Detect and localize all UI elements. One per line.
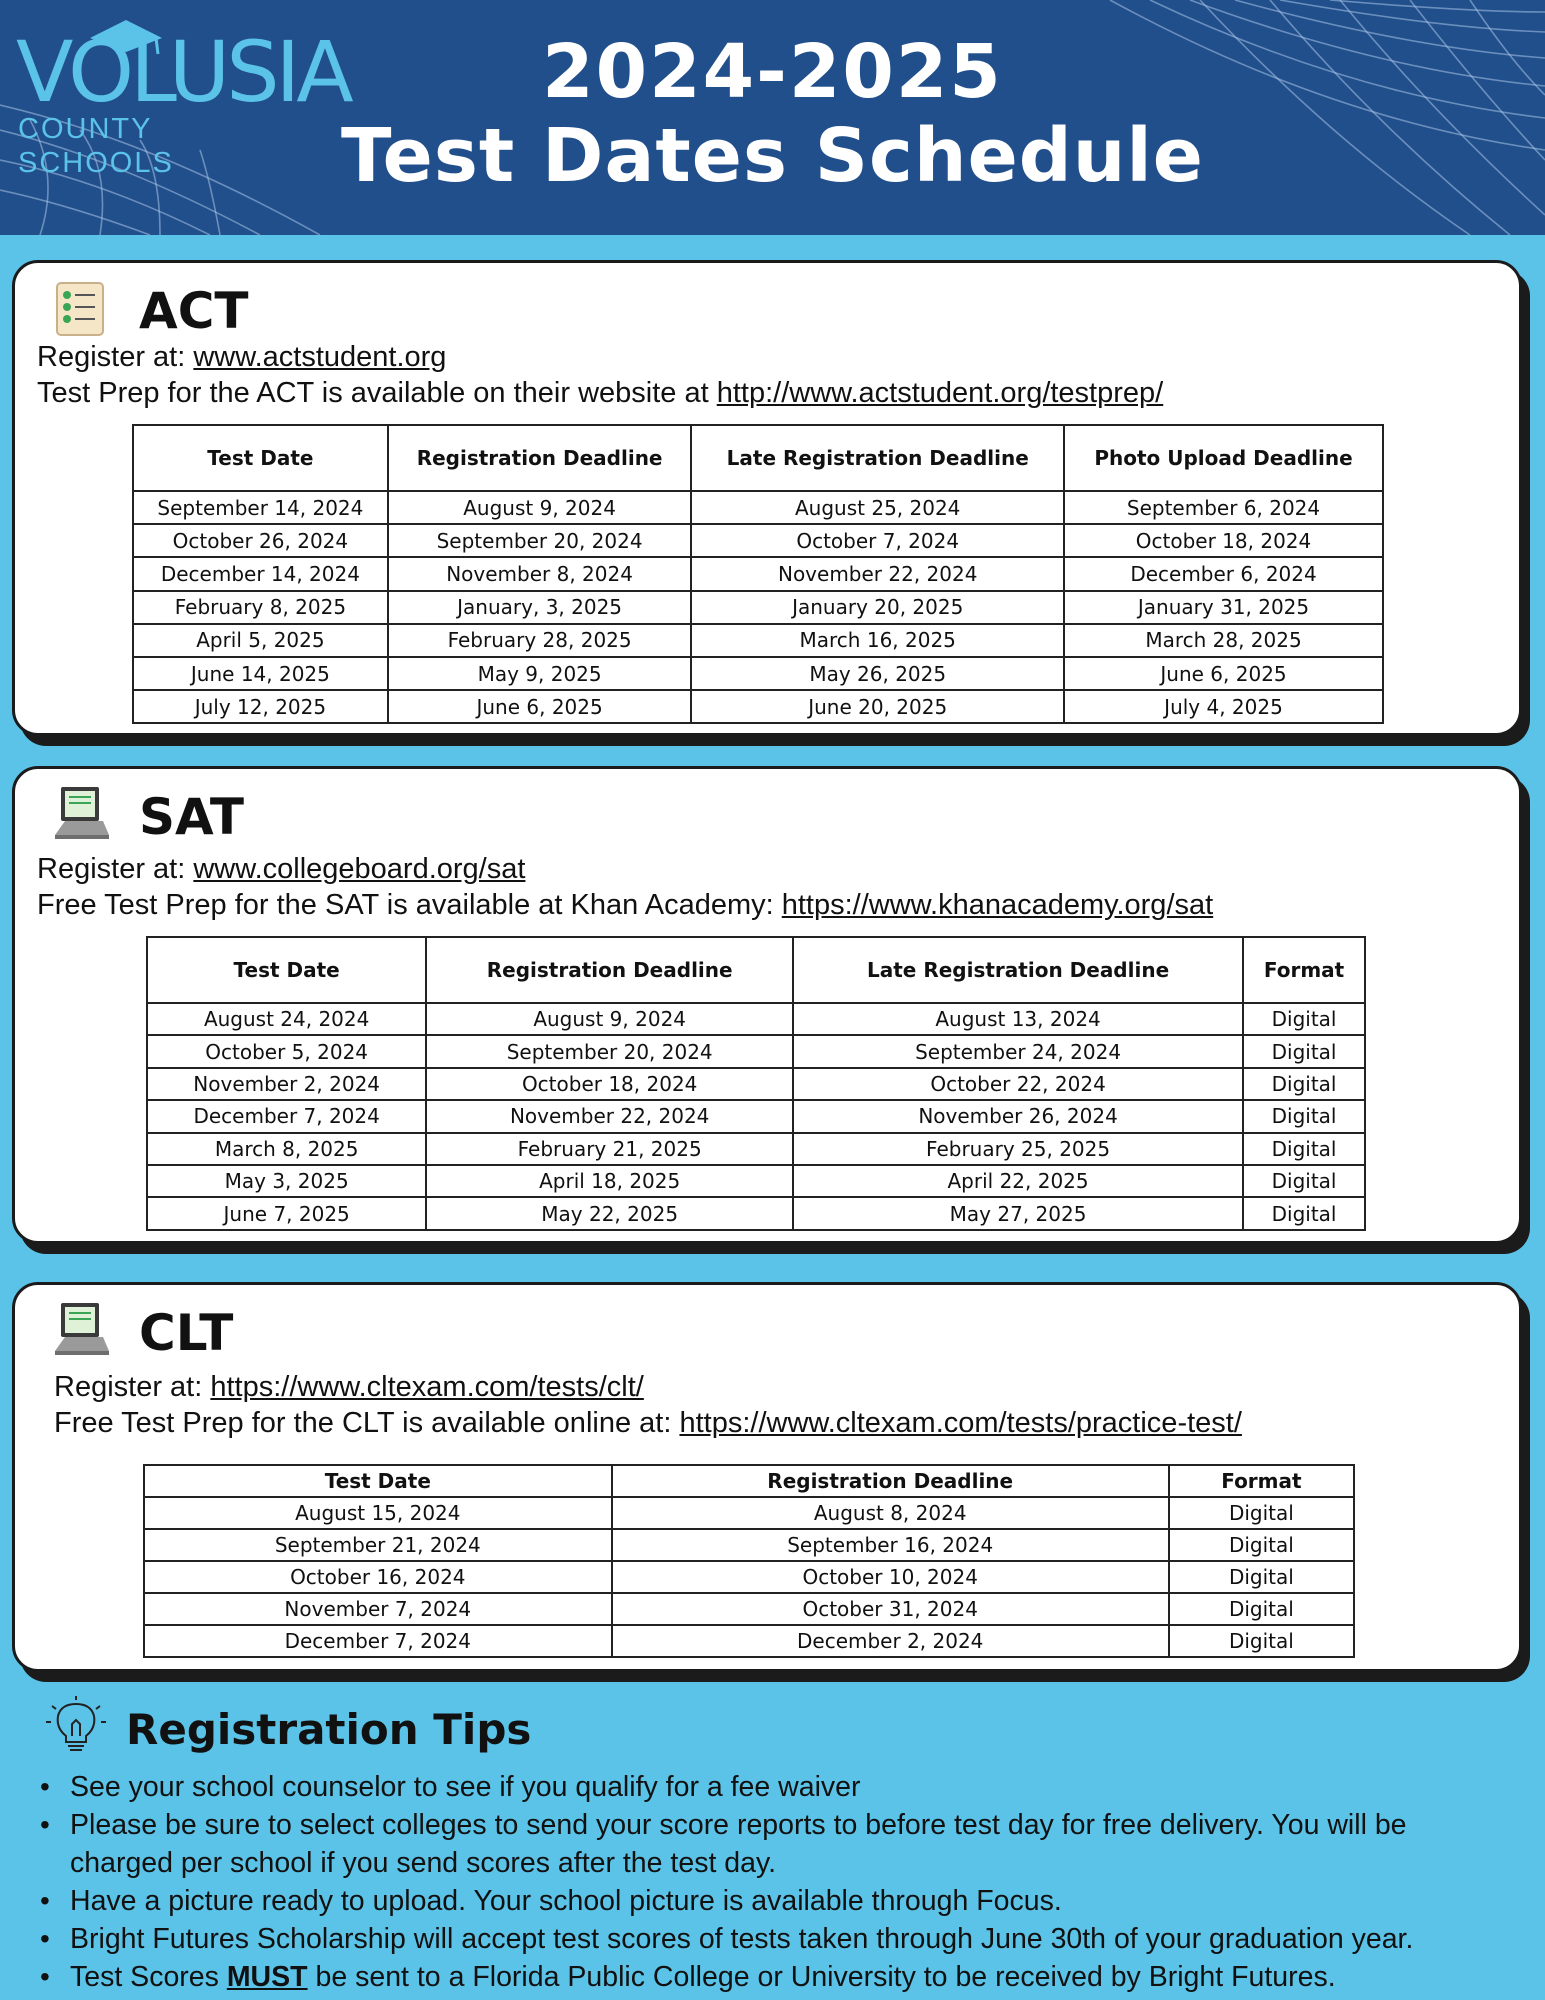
- page-header: [0, 0, 1545, 235]
- table-cell: June 20, 2025: [691, 690, 1064, 723]
- table-cell: September 24, 2024: [793, 1035, 1243, 1067]
- table-cell: October 31, 2024: [612, 1593, 1169, 1625]
- clt-register-label: Register at:: [54, 1371, 211, 1403]
- table-row: [133, 524, 1383, 557]
- table-cell: December 7, 2024: [144, 1625, 612, 1657]
- table-cell: November 22, 2024: [426, 1100, 793, 1132]
- table-cell: October 18, 2024: [1064, 524, 1383, 557]
- clt-prep-link[interactable]: https://www.cltexam.com/tests/practice-test/: [679, 1407, 1242, 1439]
- table-row: [133, 557, 1383, 590]
- column-header: Registration Deadline: [426, 937, 793, 1003]
- table-cell: October 7, 2024: [691, 524, 1064, 557]
- column-header: Late Registration Deadline: [691, 425, 1064, 491]
- logo-wordmark: VOLUSIA: [16, 23, 350, 121]
- table-cell: January 31, 2025: [1064, 591, 1383, 624]
- sat-prep-line: [37, 887, 1213, 923]
- table-cell: January, 3, 2025: [388, 591, 692, 624]
- table-cell: February 25, 2025: [793, 1133, 1243, 1165]
- table-cell: Digital: [1243, 1068, 1365, 1100]
- table-row: [144, 1529, 1354, 1561]
- sat-schedule-table: [146, 936, 1366, 1231]
- sat-title: SAT: [139, 788, 244, 846]
- sat-register-label: Register at:: [37, 853, 194, 885]
- table-cell: November 2, 2024: [147, 1068, 426, 1100]
- table-cell: November 22, 2024: [691, 557, 1064, 590]
- table-cell: August 15, 2024: [144, 1497, 612, 1529]
- table-cell: July 4, 2025: [1064, 690, 1383, 723]
- table-cell: April 18, 2025: [426, 1165, 793, 1197]
- table-cell: Digital: [1243, 1197, 1365, 1229]
- logo-subtitle: COUNTY SCHOOLS: [18, 113, 174, 179]
- sat-prep-link[interactable]: https://www.khanacademy.org/sat: [781, 889, 1214, 921]
- table-row: [144, 1593, 1354, 1625]
- laptop-icon: [51, 1299, 111, 1359]
- table-cell: July 12, 2025: [133, 690, 388, 723]
- table-cell: May 22, 2025: [426, 1197, 793, 1229]
- page-title: Test Dates Schedule: [341, 113, 1204, 199]
- table-cell: February 28, 2025: [388, 624, 692, 657]
- clt-title: CLT: [139, 1304, 234, 1362]
- column-header: Photo Upload Deadline: [1064, 425, 1383, 491]
- act-prep-link[interactable]: http://www.actstudent.org/testprep/: [716, 377, 1164, 409]
- table-row: [144, 1497, 1354, 1529]
- column-header: Test Date: [144, 1465, 612, 1497]
- table-cell: Digital: [1243, 1165, 1365, 1197]
- table-cell: April 22, 2025: [793, 1165, 1243, 1197]
- act-schedule-table: [132, 424, 1384, 724]
- act-prep-label: Test Prep for the ACT is available on their website at: [37, 377, 717, 409]
- table-cell: May 9, 2025: [388, 657, 692, 690]
- table-row: [133, 657, 1383, 690]
- table-row: [147, 1165, 1365, 1197]
- table-header-row: [144, 1465, 1354, 1497]
- table-cell: October 26, 2024: [133, 524, 388, 557]
- table-header-row: [133, 425, 1383, 491]
- table-cell: March 8, 2025: [147, 1133, 426, 1165]
- table-row: [147, 1133, 1365, 1165]
- table-cell: Digital: [1169, 1497, 1354, 1529]
- table-cell: June 6, 2025: [388, 690, 692, 723]
- table-row: [133, 491, 1383, 524]
- column-header: Test Date: [147, 937, 426, 1003]
- tip-emphasis: MUST: [226, 1961, 308, 1993]
- table-cell: August 8, 2024: [612, 1497, 1169, 1529]
- clt-prep-line: [54, 1405, 1242, 1441]
- table-row: [147, 1003, 1365, 1035]
- table-cell: January 20, 2025: [691, 591, 1064, 624]
- table-cell: Digital: [1243, 1035, 1365, 1067]
- tip-item: • See your school counselor to see if you qualify for a fee waiver: [34, 1768, 1504, 1806]
- sat-prep-label: Free Test Prep for the SAT is available at Khan Academy:: [37, 889, 782, 921]
- table-cell: May 3, 2025: [147, 1165, 426, 1197]
- column-header: Late Registration Deadline: [793, 937, 1243, 1003]
- column-header: Format: [1243, 937, 1365, 1003]
- table-cell: Digital: [1243, 1100, 1365, 1132]
- table-cell: August 24, 2024: [147, 1003, 426, 1035]
- table-row: [133, 690, 1383, 723]
- tip-text: be sent to a Florida Public College or University to be received by Bright Futures.: [307, 1961, 1336, 1993]
- tip-item: • Have a picture ready to upload. Your school picture is available through Focus.: [34, 1882, 1504, 1920]
- tip-item-bright-futures: [34, 1958, 1504, 1996]
- tips-title: Registration Tips: [126, 1705, 532, 1754]
- table-cell: November 26, 2024: [793, 1100, 1243, 1132]
- table-cell: October 22, 2024: [793, 1068, 1243, 1100]
- table-cell: June 6, 2025: [1064, 657, 1383, 690]
- table-cell: September 6, 2024: [1064, 491, 1383, 524]
- table-cell: August 13, 2024: [793, 1003, 1243, 1035]
- clt-prep-label: Free Test Prep for the CLT is available online at:: [54, 1407, 680, 1439]
- clt-card: [12, 1282, 1522, 1672]
- column-header: Registration Deadline: [388, 425, 692, 491]
- table-cell: September 20, 2024: [426, 1035, 793, 1067]
- table-cell: Digital: [1169, 1561, 1354, 1593]
- lightbulb-icon: [46, 1696, 106, 1760]
- table-cell: May 27, 2025: [793, 1197, 1243, 1229]
- table-cell: Digital: [1243, 1133, 1365, 1165]
- table-row: [144, 1625, 1354, 1657]
- table-row: [147, 1197, 1365, 1229]
- table-row: [147, 1035, 1365, 1067]
- table-cell: September 16, 2024: [612, 1529, 1169, 1561]
- tip-text: Test Scores: [70, 1961, 227, 1993]
- table-cell: August 9, 2024: [426, 1003, 793, 1035]
- table-cell: Digital: [1169, 1625, 1354, 1657]
- laptop-icon: [51, 783, 111, 843]
- table-cell: October 10, 2024: [612, 1561, 1169, 1593]
- clt-register-line: [54, 1369, 644, 1405]
- table-cell: September 14, 2024: [133, 491, 388, 524]
- table-cell: October 18, 2024: [426, 1068, 793, 1100]
- table-cell: Digital: [1169, 1529, 1354, 1561]
- column-header: Registration Deadline: [612, 1465, 1169, 1497]
- table-cell: June 7, 2025: [147, 1197, 426, 1229]
- sat-register-line: [37, 851, 525, 887]
- table-row: [147, 1068, 1365, 1100]
- column-header: Test Date: [133, 425, 388, 491]
- act-prep-line: [37, 375, 1163, 411]
- table-cell: October 16, 2024: [144, 1561, 612, 1593]
- table-cell: November 7, 2024: [144, 1593, 612, 1625]
- table-cell: April 5, 2025: [133, 624, 388, 657]
- table-cell: December 14, 2024: [133, 557, 388, 590]
- table-cell: August 9, 2024: [388, 491, 692, 524]
- sat-card: [12, 766, 1522, 1244]
- table-cell: November 8, 2024: [388, 557, 692, 590]
- table-cell: December 7, 2024: [147, 1100, 426, 1132]
- table-row: [147, 1100, 1365, 1132]
- table-cell: March 28, 2025: [1064, 624, 1383, 657]
- act-register-label: Register at:: [37, 341, 194, 373]
- act-title: ACT: [139, 282, 249, 340]
- tips-list: [34, 1768, 1504, 1996]
- table-cell: May 26, 2025: [691, 657, 1064, 690]
- table-row: [144, 1561, 1354, 1593]
- act-register-line: [37, 339, 446, 375]
- table-cell: March 16, 2025: [691, 624, 1064, 657]
- table-cell: June 14, 2025: [133, 657, 388, 690]
- tip-item: • Please be sure to select colleges to send your score reports to before test day for free delivery. You will be charged per school if you send scores after the test day.: [34, 1806, 1504, 1882]
- tips-heading: [46, 1696, 646, 1760]
- table-cell: December 6, 2024: [1064, 557, 1383, 590]
- table-cell: September 20, 2024: [388, 524, 692, 557]
- table-cell: February 21, 2025: [426, 1133, 793, 1165]
- sat-register-link[interactable]: www.collegeboard.org/sat: [193, 853, 526, 885]
- tip-item: • Bright Futures Scholarship will accept test scores of tests taken through June 30th of your graduation year.: [34, 1920, 1504, 1958]
- table-cell: December 2, 2024: [612, 1625, 1169, 1657]
- table-cell: October 5, 2024: [147, 1035, 426, 1067]
- act-register-link[interactable]: www.actstudent.org: [193, 341, 447, 373]
- column-header: Format: [1169, 1465, 1354, 1497]
- checklist-icon: [51, 277, 111, 337]
- table-cell: Digital: [1243, 1003, 1365, 1035]
- table-cell: February 8, 2025: [133, 591, 388, 624]
- act-card: [12, 260, 1522, 736]
- page-title-year: 2024-2025: [542, 29, 1003, 115]
- table-row: [133, 624, 1383, 657]
- table-cell: Digital: [1169, 1593, 1354, 1625]
- clt-register-link[interactable]: https://www.cltexam.com/tests/clt/: [210, 1371, 644, 1403]
- clt-schedule-table: [143, 1464, 1355, 1658]
- table-row: [133, 591, 1383, 624]
- table-cell: September 21, 2024: [144, 1529, 612, 1561]
- table-cell: August 25, 2024: [691, 491, 1064, 524]
- table-header-row: [147, 937, 1365, 1003]
